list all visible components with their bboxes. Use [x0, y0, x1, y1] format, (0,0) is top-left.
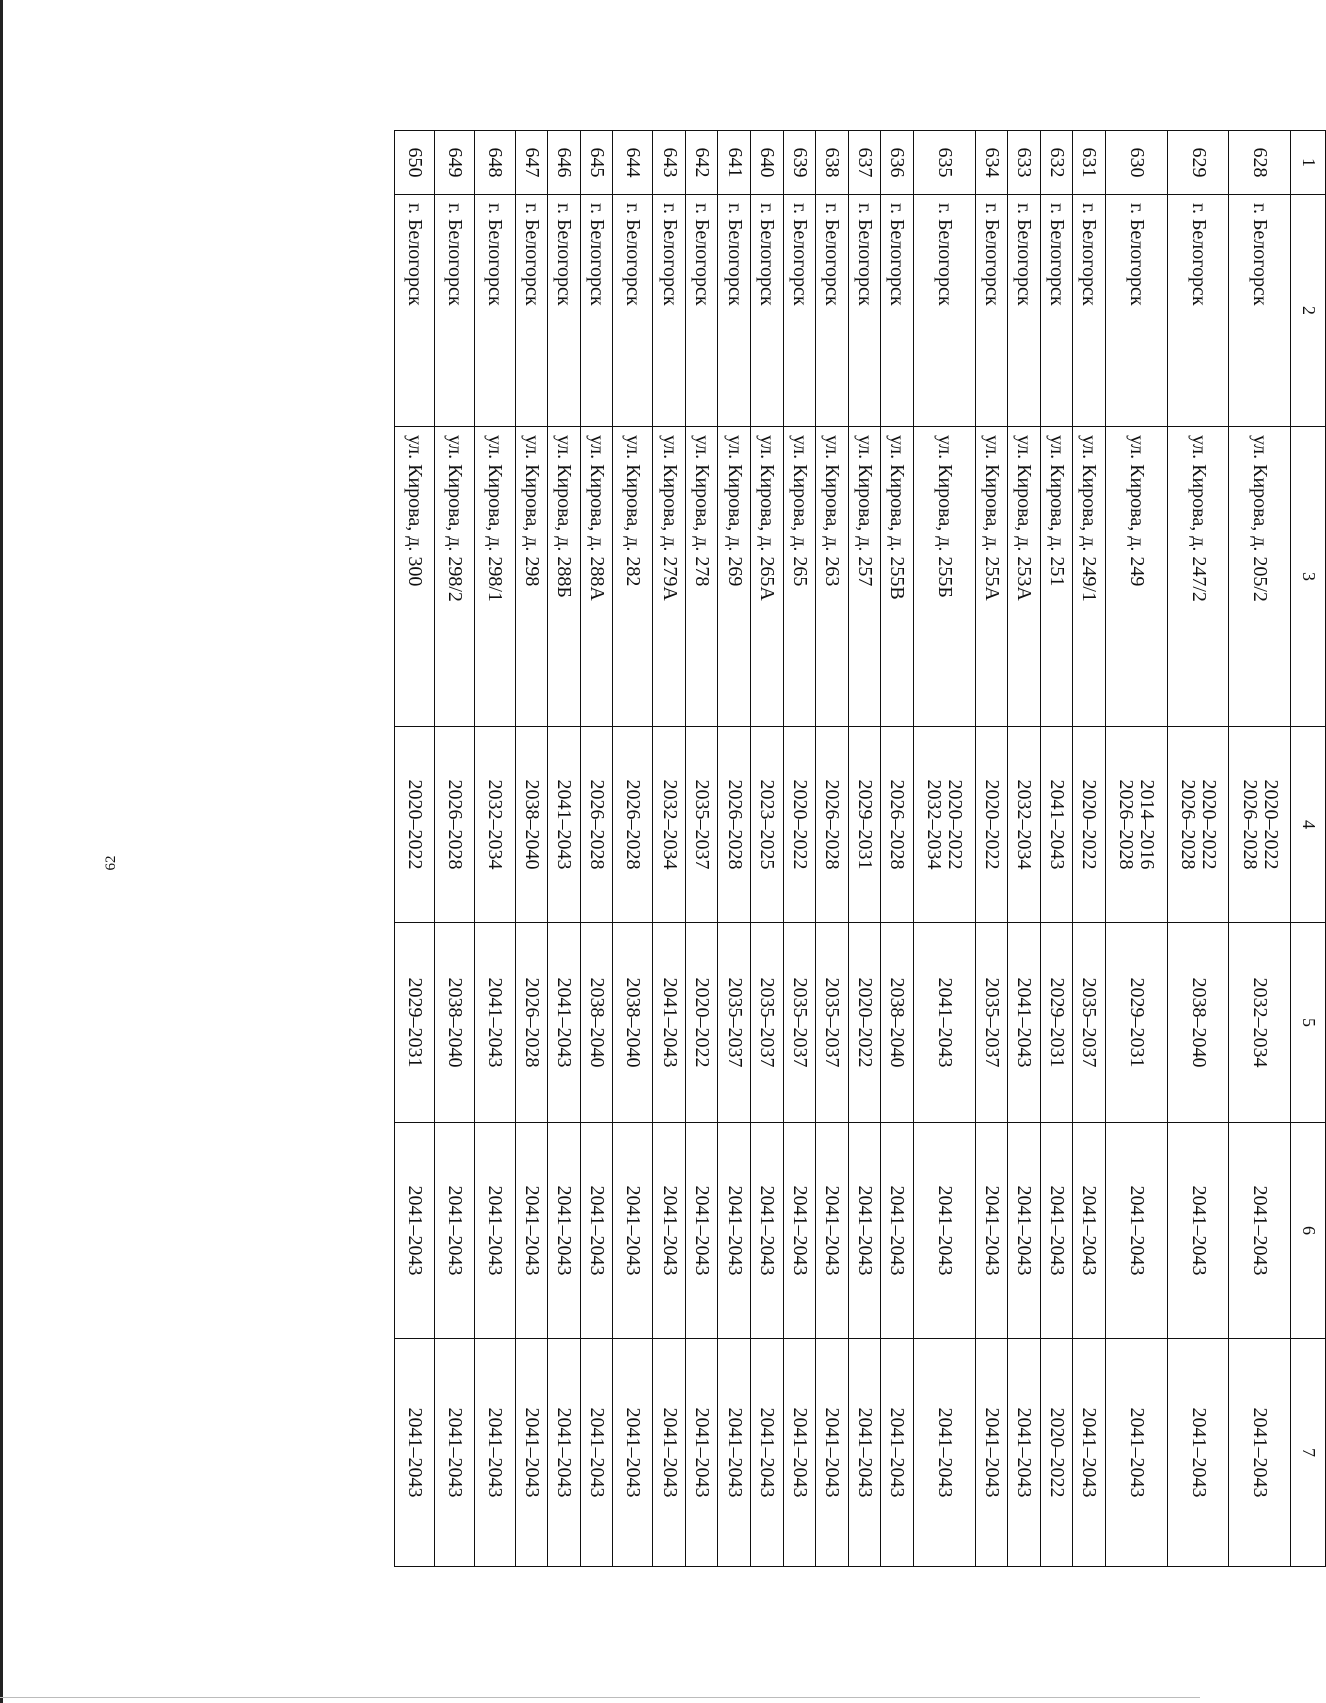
period-cell-7: 2041–2043 — [1073, 1339, 1106, 1567]
city-cell: г. Белогорск — [475, 195, 515, 427]
row-number: 650 — [395, 131, 435, 195]
period-cell-6: 2041–2043 — [1167, 1123, 1229, 1339]
address-cell: ул. Кирова, д. 298/2 — [435, 427, 475, 727]
table-row — [848, 131, 881, 1567]
period-cell-7: 2041–2043 — [881, 1339, 914, 1567]
period-cell-5: 2038–2040 — [613, 923, 653, 1123]
address-cell: ул. Кирова, д. 249/1 — [1073, 427, 1106, 727]
period-line: 2020–2022 — [944, 779, 967, 870]
period-cell-4 — [475, 727, 515, 923]
period-cell-6: 2041–2043 — [435, 1123, 475, 1339]
header-cell-6: 6 — [1291, 1123, 1326, 1339]
period-cell-4 — [1008, 727, 1041, 923]
city-cell: г. Белогорск — [548, 195, 581, 427]
period-cell-4 — [548, 727, 581, 923]
period-line: 2032–2034 — [923, 779, 946, 870]
period-cell-6: 2041–2043 — [395, 1123, 435, 1339]
period-cell-4 — [653, 727, 686, 923]
period-cell-5: 2041–2043 — [1008, 923, 1041, 1123]
period-cell-5: 2020–2022 — [685, 923, 718, 1123]
table-row — [750, 131, 783, 1567]
address-cell: ул. Кирова, д. 279А — [653, 427, 686, 727]
period-cell-4 — [913, 727, 975, 923]
period-cell-7: 2041–2043 — [718, 1339, 751, 1567]
period-cell-5: 2038–2040 — [435, 923, 475, 1123]
period-cell-5: 2038–2040 — [580, 923, 613, 1123]
city-cell: г. Белогорск — [515, 195, 548, 427]
period-line: 2020–2022 — [404, 779, 427, 870]
table-row — [395, 131, 435, 1567]
table-row — [435, 131, 475, 1567]
period-cell-4 — [1167, 727, 1229, 923]
row-number: 634 — [975, 131, 1008, 195]
row-number: 638 — [816, 131, 849, 195]
period-cell-6: 2041–2043 — [816, 1123, 849, 1339]
city-cell: г. Белогорск — [913, 195, 975, 427]
table-row — [1167, 131, 1229, 1567]
period-cell-7: 2041–2043 — [848, 1339, 881, 1567]
header-cell-2: 2 — [1291, 195, 1326, 427]
period-cell-7: 2041–2043 — [653, 1339, 686, 1567]
table-row — [718, 131, 751, 1567]
period-cell-7: 2020–2022 — [1040, 1339, 1073, 1567]
period-line: 2041–2043 — [1045, 779, 1068, 870]
row-number: 637 — [848, 131, 881, 195]
period-cell-6: 2041–2043 — [1073, 1123, 1106, 1339]
scan-edge-bottom — [0, 1697, 1200, 1698]
address-cell: ул. Кирова, д. 257 — [848, 427, 881, 727]
table-row — [613, 131, 653, 1567]
period-cell-5: 2032–2034 — [1229, 923, 1291, 1123]
period-cell-6: 2041–2043 — [881, 1123, 914, 1339]
period-cell-6: 2041–2043 — [580, 1123, 613, 1339]
address-cell: ул. Кирова, д. 282 — [613, 427, 653, 727]
period-cell-5: 2035–2037 — [750, 923, 783, 1123]
address-cell: ул. Кирова, д. 269 — [718, 427, 751, 727]
period-cell-5: 2020–2022 — [848, 923, 881, 1123]
period-line: 2023–2025 — [756, 779, 779, 870]
period-cell-4 — [435, 727, 475, 923]
period-line: 2035–2037 — [691, 779, 714, 870]
row-number: 636 — [881, 131, 914, 195]
city-cell: г. Белогорск — [1167, 195, 1229, 427]
period-cell-5: 2029–2031 — [1040, 923, 1073, 1123]
page-number: 62 — [103, 855, 119, 871]
period-cell-6: 2041–2043 — [613, 1123, 653, 1339]
city-cell: г. Белогорск — [848, 195, 881, 427]
row-number: 640 — [750, 131, 783, 195]
period-cell-5: 2035–2037 — [718, 923, 751, 1123]
table-row — [783, 131, 816, 1567]
period-cell-4 — [750, 727, 783, 923]
period-cell-4 — [975, 727, 1008, 923]
city-cell: г. Белогорск — [685, 195, 718, 427]
period-cell-5: 2035–2037 — [1073, 923, 1106, 1123]
header-cell-3: 3 — [1291, 427, 1326, 727]
period-cell-4 — [1105, 727, 1167, 923]
table-row — [913, 131, 975, 1567]
period-cell-7: 2041–2043 — [1229, 1339, 1291, 1567]
period-cell-4 — [816, 727, 849, 923]
address-cell: ул. Кирова, д. 255Б — [913, 427, 975, 727]
table-row — [881, 131, 914, 1567]
row-number: 632 — [1040, 131, 1073, 195]
period-cell-6: 2041–2043 — [848, 1123, 881, 1339]
scan-edge-left — [0, 0, 3, 1703]
period-cell-4 — [1073, 727, 1106, 923]
row-number: 635 — [913, 131, 975, 195]
period-cell-7: 2041–2043 — [913, 1339, 975, 1567]
period-cell-5: 2041–2043 — [653, 923, 686, 1123]
period-cell-4 — [783, 727, 816, 923]
period-cell-7: 2041–2043 — [1008, 1339, 1041, 1567]
period-line: 2041–2043 — [553, 779, 576, 870]
city-cell: г. Белогорск — [653, 195, 686, 427]
address-cell: ул. Кирова, д. 300 — [395, 427, 435, 727]
period-cell-4 — [848, 727, 881, 923]
period-cell-5: 2041–2043 — [475, 923, 515, 1123]
header-cell-7: 7 — [1291, 1339, 1326, 1567]
table-row — [515, 131, 548, 1567]
row-number: 641 — [718, 131, 751, 195]
period-cell-4 — [718, 727, 751, 923]
address-cell: ул. Кирова, д. 251 — [1040, 427, 1073, 727]
city-cell: г. Белогорск — [435, 195, 475, 427]
period-cell-4 — [395, 727, 435, 923]
period-line: 2038–2040 — [520, 779, 543, 870]
address-cell: ул. Кирова, д. 288Б — [548, 427, 581, 727]
period-cell-7: 2041–2043 — [515, 1339, 548, 1567]
period-cell-7: 2041–2043 — [613, 1339, 653, 1567]
address-cell: ул. Кирова, д. 249 — [1105, 427, 1167, 727]
period-cell-4 — [685, 727, 718, 923]
table-row — [580, 131, 613, 1567]
period-cell-7: 2041–2043 — [475, 1339, 515, 1567]
period-cell-6: 2041–2043 — [750, 1123, 783, 1339]
period-cell-6: 2041–2043 — [515, 1123, 548, 1339]
period-cell-5: 2035–2037 — [816, 923, 849, 1123]
period-cell-4 — [613, 727, 653, 923]
period-cell-6: 2041–2043 — [1105, 1123, 1167, 1339]
table-row — [548, 131, 581, 1567]
row-number: 649 — [435, 131, 475, 195]
period-line: 2020–2022 — [1259, 779, 1282, 870]
period-line: 2032–2034 — [1013, 779, 1036, 870]
city-cell: г. Белогорск — [783, 195, 816, 427]
period-cell-5: 2026–2028 — [515, 923, 548, 1123]
period-cell-6: 2041–2043 — [475, 1123, 515, 1339]
data-table — [394, 130, 1326, 1567]
period-cell-7: 2041–2043 — [435, 1339, 475, 1567]
period-cell-6: 2041–2043 — [783, 1123, 816, 1339]
city-cell: г. Белогорск — [1008, 195, 1041, 427]
address-cell: ул. Кирова, д. 247/2 — [1167, 427, 1229, 727]
period-line: 2032–2034 — [484, 779, 507, 870]
table-row — [1229, 131, 1291, 1567]
period-cell-7: 2041–2043 — [816, 1339, 849, 1567]
table-row — [816, 131, 849, 1567]
period-cell-7: 2041–2043 — [685, 1339, 718, 1567]
period-cell-6: 2041–2043 — [548, 1123, 581, 1339]
city-cell: г. Белогорск — [816, 195, 849, 427]
period-cell-5: 2041–2043 — [913, 923, 975, 1123]
address-cell: ул. Кирова, д. 255В — [881, 427, 914, 727]
row-number: 645 — [580, 131, 613, 195]
period-cell-5: 2038–2040 — [881, 923, 914, 1123]
period-line: 2026–2028 — [1238, 779, 1261, 870]
city-cell: г. Белогорск — [395, 195, 435, 427]
period-cell-4 — [881, 727, 914, 923]
city-cell: г. Белогорск — [1229, 195, 1291, 427]
period-line: 2020–2022 — [788, 779, 811, 870]
city-cell: г. Белогорск — [750, 195, 783, 427]
city-cell: г. Белогорск — [718, 195, 751, 427]
period-line: 2020–2022 — [980, 779, 1003, 870]
period-cell-7: 2041–2043 — [580, 1339, 613, 1567]
city-cell: г. Белогорск — [1105, 195, 1167, 427]
table-row — [975, 131, 1008, 1567]
period-line: 2014–2016 — [1136, 779, 1159, 870]
period-cell-7: 2041–2043 — [395, 1339, 435, 1567]
header-cell-1: 1 — [1291, 131, 1326, 195]
table-row — [1008, 131, 1041, 1567]
period-cell-6: 2041–2043 — [975, 1123, 1008, 1339]
row-number: 642 — [685, 131, 718, 195]
period-cell-6: 2041–2043 — [1008, 1123, 1041, 1339]
address-cell: ул. Кирова, д. 265А — [750, 427, 783, 727]
address-cell: ул. Кирова, д. 263 — [816, 427, 849, 727]
table-row — [685, 131, 718, 1567]
period-cell-6: 2041–2043 — [1229, 1123, 1291, 1339]
period-line: 2026–2028 — [622, 779, 645, 870]
period-cell-5: 2035–2037 — [783, 923, 816, 1123]
period-cell-7: 2041–2043 — [750, 1339, 783, 1567]
period-cell-4 — [580, 727, 613, 923]
period-line: 2026–2028 — [1115, 779, 1138, 870]
period-line: 2032–2034 — [658, 779, 681, 870]
header-cell-4: 4 — [1291, 727, 1326, 923]
row-number: 629 — [1167, 131, 1229, 195]
period-cell-6: 2041–2043 — [653, 1123, 686, 1339]
period-line: 2020–2022 — [1198, 779, 1221, 870]
period-cell-7: 2041–2043 — [1167, 1339, 1229, 1567]
row-number: 648 — [475, 131, 515, 195]
period-cell-5: 2041–2043 — [548, 923, 581, 1123]
row-number: 633 — [1008, 131, 1041, 195]
city-cell: г. Белогорск — [1040, 195, 1073, 427]
period-cell-6: 2041–2043 — [1040, 1123, 1073, 1339]
period-cell-5: 2035–2037 — [975, 923, 1008, 1123]
period-cell-5: 2029–2031 — [395, 923, 435, 1123]
row-number: 646 — [548, 131, 581, 195]
address-cell: ул. Кирова, д. 253А — [1008, 427, 1041, 727]
row-number: 630 — [1105, 131, 1167, 195]
address-cell: ул. Кирова, д. 278 — [685, 427, 718, 727]
row-number: 639 — [783, 131, 816, 195]
table-row — [1105, 131, 1167, 1567]
row-number: 647 — [515, 131, 548, 195]
period-line: 2026–2028 — [1177, 779, 1200, 870]
city-cell: г. Белогорск — [613, 195, 653, 427]
period-cell-4 — [1229, 727, 1291, 923]
city-cell: г. Белогорск — [975, 195, 1008, 427]
period-line: 2026–2028 — [444, 779, 467, 870]
period-line: 2026–2028 — [585, 779, 608, 870]
period-cell-7: 2041–2043 — [548, 1339, 581, 1567]
period-cell-7: 2041–2043 — [975, 1339, 1008, 1567]
period-cell-4 — [515, 727, 548, 923]
period-cell-4 — [1040, 727, 1073, 923]
row-number: 644 — [613, 131, 653, 195]
period-line: 2026–2028 — [886, 779, 909, 870]
row-number: 631 — [1073, 131, 1106, 195]
address-cell: ул. Кирова, д. 298 — [515, 427, 548, 727]
period-cell-7: 2041–2043 — [783, 1339, 816, 1567]
row-number: 628 — [1229, 131, 1291, 195]
header-cell-5: 5 — [1291, 923, 1326, 1123]
table-frame — [394, 130, 1326, 1566]
period-line: 2020–2022 — [1078, 779, 1101, 870]
city-cell: г. Белогорск — [881, 195, 914, 427]
table-row — [653, 131, 686, 1567]
period-line: 2026–2028 — [821, 779, 844, 870]
period-cell-7: 2041–2043 — [1105, 1339, 1167, 1567]
period-cell-5: 2038–2040 — [1167, 923, 1229, 1123]
address-cell: ул. Кирова, д. 288А — [580, 427, 613, 727]
table-header-row — [1291, 131, 1326, 1567]
table-row — [1073, 131, 1106, 1567]
city-cell: г. Белогорск — [1073, 195, 1106, 427]
period-cell-5: 2029–2031 — [1105, 923, 1167, 1123]
period-line: 2029–2031 — [853, 779, 876, 870]
city-cell: г. Белогорск — [580, 195, 613, 427]
period-cell-6: 2041–2043 — [913, 1123, 975, 1339]
period-cell-6: 2041–2043 — [718, 1123, 751, 1339]
address-cell: ул. Кирова, д. 255А — [975, 427, 1008, 727]
address-cell: ул. Кирова, д. 265 — [783, 427, 816, 727]
address-cell: ул. Кирова, д. 205/2 — [1229, 427, 1291, 727]
address-cell: ул. Кирова, д. 298/1 — [475, 427, 515, 727]
table-row — [475, 131, 515, 1567]
period-cell-6: 2041–2043 — [685, 1123, 718, 1339]
table-row — [1040, 131, 1073, 1567]
period-line: 2026–2028 — [723, 779, 746, 870]
row-number: 643 — [653, 131, 686, 195]
